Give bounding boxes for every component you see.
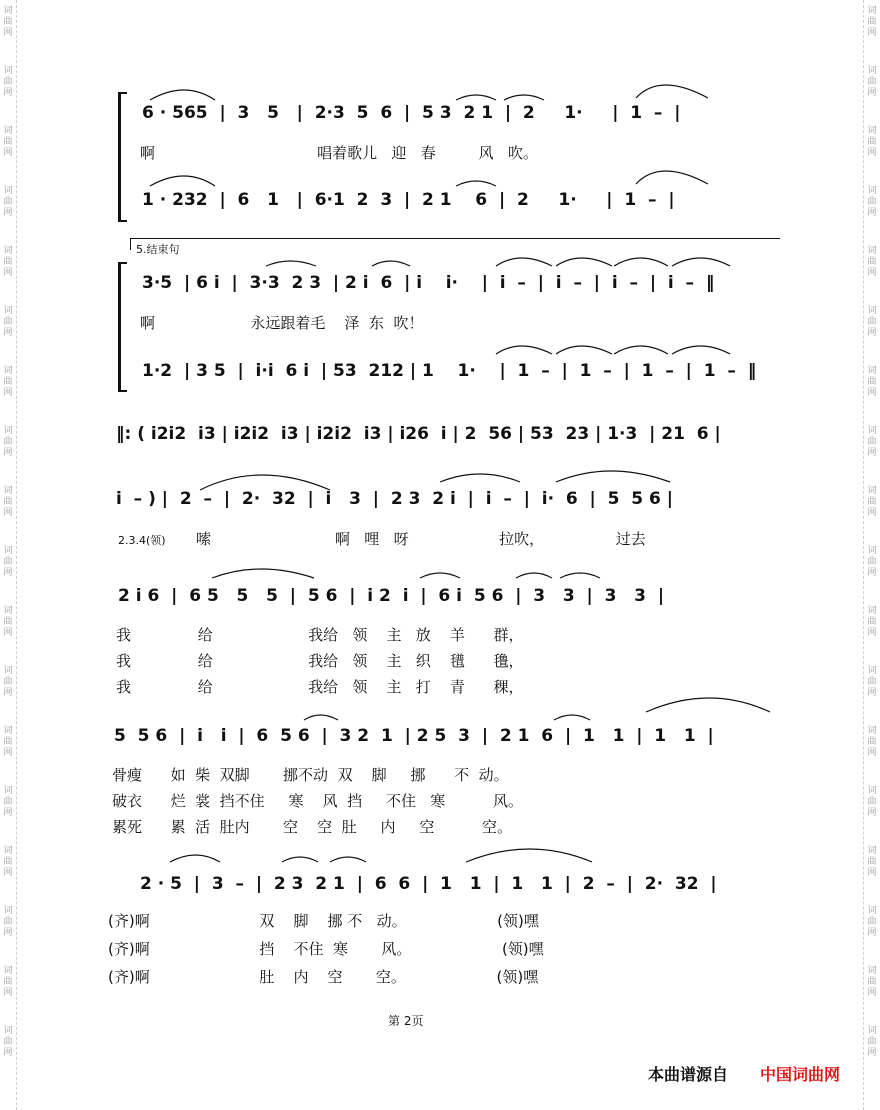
watermark-text: 词 曲 网 — [3, 906, 13, 938]
lyric-line-3: 我 给 我给 领 主 打 青 稞， — [116, 678, 524, 696]
lyric-line-3: 累死 累 活 肚内 空 空 肚 内 空 空。 — [112, 818, 513, 836]
score-notes: ‖: ( i2i2 i3 | i2i2 i3 | i2i2 i3 | i26 i | 2 56 | 53 23 | 1·3 | 21 6 | — [116, 424, 721, 444]
watermark-text: 词 曲 网 — [867, 966, 877, 998]
footer-site-link[interactable]: 中国词曲网 — [760, 1065, 841, 1084]
watermark-text: 词 曲 网 — [3, 486, 13, 518]
score-notes: 2 i 6 | 6 5 5 5 | 5 6 | i 2 i | 6 i 5 6 | 3 3 | 3 3 | — [118, 586, 665, 606]
watermark-text: 词 曲 网 — [867, 1026, 877, 1058]
watermark-text: 词 曲 网 — [867, 186, 877, 218]
lyric-line-1: (齐)啊 双 脚 挪 不 动。 (领)嘿 — [108, 912, 539, 930]
watermark-text: 词 曲 网 — [867, 486, 877, 518]
score-notes-bottom: 1·2 | 3 5 | i·i 6 i | 53 212 | 1 1· | 1 – | 1 – | 1 – | 1 – ‖ — [142, 361, 757, 381]
watermark-text: 词 曲 网 — [867, 366, 877, 398]
lyric-line: 嗦 啊 哩 呀 拉吹， 过去 — [196, 530, 646, 548]
watermark-text: 词 曲 网 — [867, 786, 877, 818]
watermark-text: 词 曲 网 — [867, 546, 877, 578]
watermark-text: 词 曲 网 — [3, 786, 13, 818]
watermark-text: 词 曲 网 — [867, 846, 877, 878]
score-notes-top: 3·5 | 6 i | 3·3 2 3 | 2 i 6 | i i· | i – | i – | i – | i – ‖ — [142, 273, 715, 293]
lyric-line-2: 我 给 我给 领 主 织 氆 氇， — [116, 652, 524, 670]
watermark-text: 词 曲 网 — [867, 426, 877, 458]
lyric-line-1: 骨瘦 如 柴 双脚 挪不动 双 脚 挪 不 动。 — [112, 766, 509, 784]
lyric-line-2: 破衣 烂 裳 挡不住 寒 风 挡 不住 寒 风。 — [112, 792, 523, 810]
section-label: 5.结束句 — [136, 243, 180, 256]
watermark-text: 词 曲 网 — [3, 126, 13, 158]
lyric-line-3: (齐)啊 肚 内 空 空。 (领)嘿 — [108, 968, 539, 986]
watermark-text: 词 曲 网 — [3, 186, 13, 218]
watermark-text: 词 曲 网 — [3, 966, 13, 998]
watermark-text: 词 曲 网 — [3, 666, 13, 698]
watermark-text: 词 曲 网 — [867, 66, 877, 98]
score-notes: 2 · 5 | 3 – | 2 3 2 1 | 6 6 | 1 1 | 1 1 | 2 – | 2· 32 | — [140, 874, 717, 894]
score-notes: i – ) | 2 – | 2· 32 | i 3 | 2 3 2 i | i – | i· 6 | 5 5 6 | — [116, 489, 673, 509]
watermark-text: 词 曲 网 — [867, 6, 877, 38]
watermark-text: 词 曲 网 — [867, 246, 877, 278]
watermark-text: 词 曲 网 — [867, 126, 877, 158]
watermark-text: 词 曲 网 — [867, 906, 877, 938]
page-number: 第 2页 — [388, 1014, 424, 1028]
verse-label: 2.3.4(领) — [118, 534, 166, 547]
watermark-text: 词 曲 网 — [3, 66, 13, 98]
watermark-text: 词 曲 网 — [867, 606, 877, 638]
watermark-text: 词 曲 网 — [3, 246, 13, 278]
score-notes-top: 6 · 565 | 3 5 | 2·3 5 6 | 5 3 2 1 | 2 1· | 1 – | — [142, 103, 681, 123]
watermark-text: 词 曲 网 — [867, 666, 877, 698]
lyric-line-1: 我 给 我给 领 主 放 羊 群， — [116, 626, 524, 644]
watermark-text: 词 曲 网 — [3, 1026, 13, 1058]
watermark-text: 词 曲 网 — [867, 726, 877, 758]
watermark-text: 词 曲 网 — [3, 426, 13, 458]
watermark-text: 词 曲 网 — [3, 606, 13, 638]
score-notes-bottom: 1 · 232 | 6 1 | 6·1 2 3 | 2 1 6 | 2 1· | 1 – | — [142, 190, 675, 210]
watermark-text: 词 曲 网 — [3, 366, 13, 398]
watermark-text: 词 曲 网 — [3, 846, 13, 878]
watermark-text: 词 曲 网 — [3, 6, 13, 38]
watermark-text: 词 曲 网 — [3, 726, 13, 758]
footer-source-label: 本曲谱源自 — [648, 1065, 729, 1084]
lyric-line-2: (齐)啊 挡 不住 寒 风。 (领)嘿 — [108, 940, 544, 958]
lyric-line: 啊 永远跟着毛 泽 东 吹！ — [140, 314, 424, 332]
watermark-text: 词 曲 网 — [3, 306, 13, 338]
watermark-text: 词 曲 网 — [867, 306, 877, 338]
watermark-text: 词 曲 网 — [3, 546, 13, 578]
lyric-line: 啊 唱着歌儿 迎 春 风 吹。 — [140, 144, 538, 162]
score-notes: 5 5 6 | i i | 6 5 6 | 3 2 1 | 2 5 3 | 2 1 6 | 1 1 | 1 1 | — [114, 726, 714, 746]
